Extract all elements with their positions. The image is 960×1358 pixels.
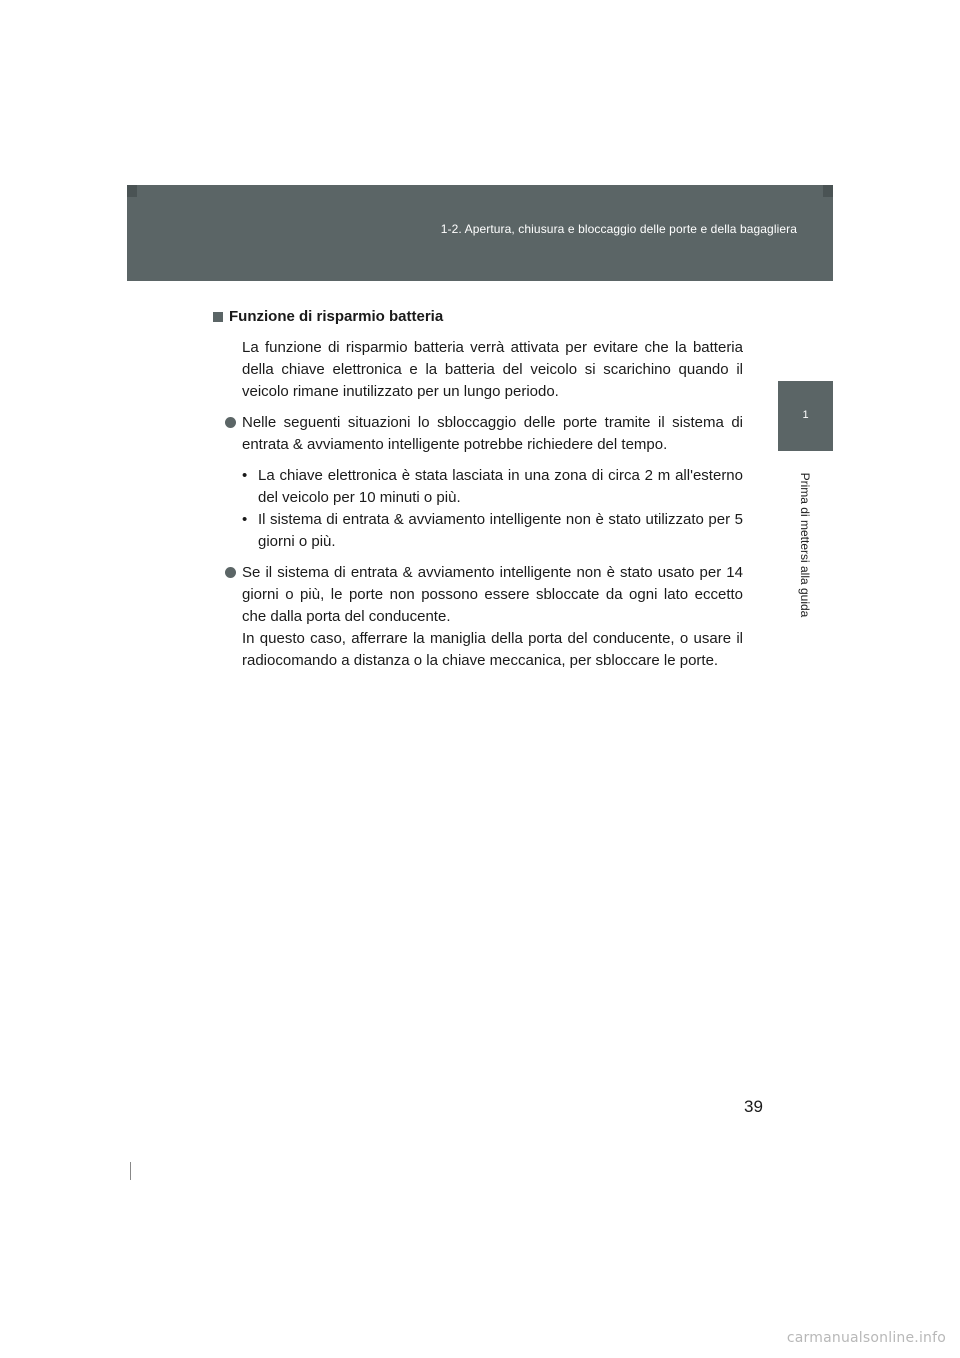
intro-paragraph: La funzione di risparmio batteria verrà attivata per evitare che la batteria della chiave elettronica e la batteria del veicolo si scarichino quando il veicolo rimane inutilizzato per un lungo periodo. — [242, 339, 743, 400]
square-bullet-icon — [213, 312, 223, 322]
crop-mark — [130, 1162, 131, 1180]
heading-text: Funzione di risparmio batteria — [229, 308, 444, 325]
chapter-number: 1 — [802, 409, 809, 421]
crop-corner-left — [127, 185, 137, 197]
sub-item-text: La chiave elettronica è stata lasciata in una zona di circa 2 m all'esterno del veicolo per 10 minuti o più. — [258, 467, 743, 506]
bullet-text: In questo caso, afferrare la maniglia della porta del conducente, o usare il radiocomando a distanza o la chiave meccanica, per sbloccare le porte. — [242, 630, 743, 669]
sub-item-text: Il sistema di entrata & avviamento intelligente non è stato utilizzato per 5 giorni o più. — [258, 511, 743, 550]
chapter-tab — [778, 381, 833, 451]
sub-list-item — [242, 465, 743, 509]
crop-corner-right — [823, 185, 833, 197]
bullet-text: Se il sistema di entrata & avviamento intelligente non è stato usato per 14 giorni o più, le porte non possono essere sbloccate da ogni lato eccetto che dalla porta del conducente. — [242, 564, 743, 625]
sub-list — [242, 465, 743, 553]
round-bullet-icon — [225, 417, 236, 428]
bullet-text: Nelle seguenti situazioni lo sbloccaggio delle porte tramite il sistema di entrata & avviamento intelligente potrebbe richiedere del tempo. — [242, 414, 743, 453]
section-heading — [213, 306, 743, 328]
bullet-item — [225, 412, 743, 553]
main-content — [213, 306, 743, 681]
chapter-label: Prima di mettersi alla guida — [798, 472, 812, 618]
sub-bullet-marker: • — [242, 467, 248, 484]
page-number: 39 — [744, 1097, 763, 1116]
sub-list-item — [242, 509, 743, 553]
bullet-item — [225, 562, 743, 672]
round-bullet-icon — [225, 567, 236, 578]
watermark: carmanualsonline.info — [786, 1330, 946, 1346]
sub-bullet-marker: • — [242, 511, 248, 528]
section-header-band — [127, 185, 833, 281]
section-title: 1-2. Apertura, chiusura e bloccaggio delle porte e della bagagliera — [440, 222, 797, 236]
